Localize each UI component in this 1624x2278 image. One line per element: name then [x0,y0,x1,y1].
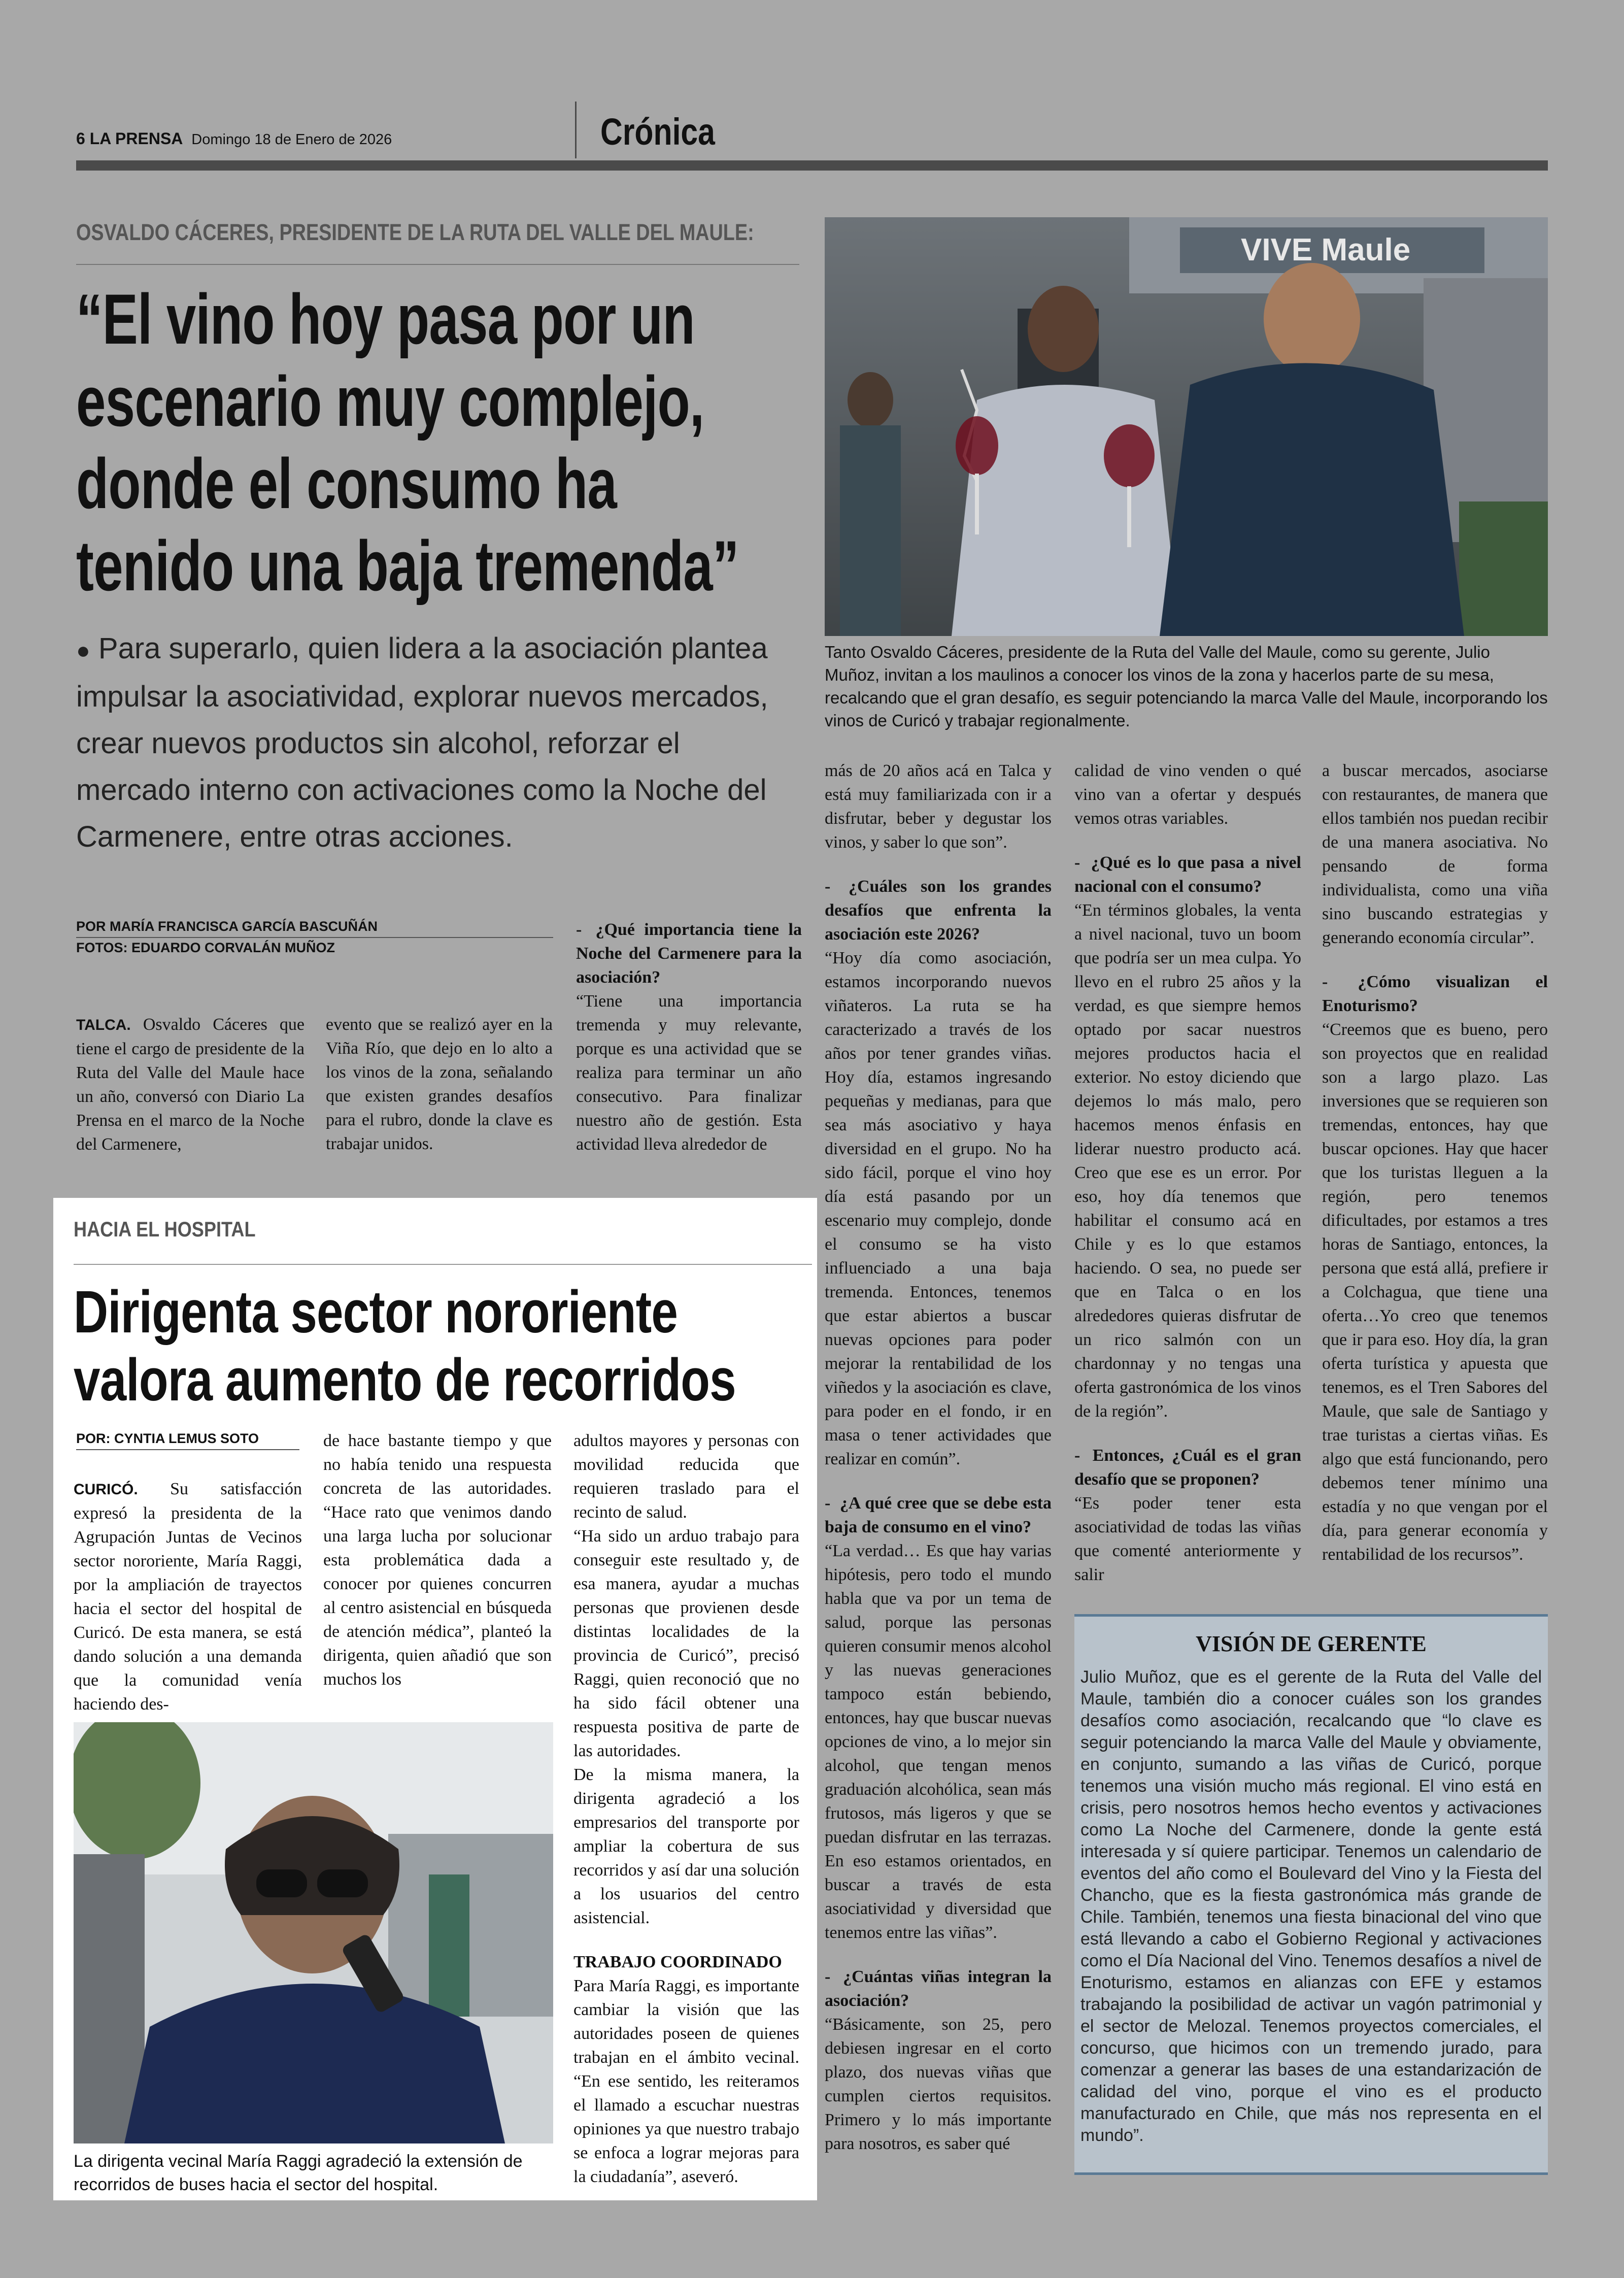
hospital-subhead: TRABAJO COORDINADO [573,1953,782,1971]
main-col-3: - ¿Qué importancia tiene la Noche del Carmenere para la asociación? “Tiene una importancia tremenda y muy relevante, porque es una actividad que se realiza para terminar un año consecutivo. Para finalizar nuestro año de gestión. Esta actividad lleva alrededor de [576,918,802,1156]
headline-line-2: escenario muy complejo, [76,361,704,441]
hospital-dateline: CURICÓ. [74,1481,138,1498]
question-5: ¿Qué es lo que pasa a nivel nacional con el consumo? [1074,853,1301,896]
hospital-headline-line-1: Dirigenta sector nororiente [74,1279,678,1346]
summary-line-3: crear nuevos productos sin alcohol, reforzar el [76,727,680,760]
summary-line-2: impulsar la asociatividad, explorar nuevos mercados, [76,680,768,713]
main-photo [825,217,1548,636]
dateline: TALCA. [76,1017,131,1033]
main-kicker: OSVALDO CÁCERES, PRESIDENTE DE LA RUTA DEL VALLE DEL MAULE: [76,219,754,245]
header-rule [76,160,1548,171]
hospital-col2-text: de hace bastante tiempo y que no había tenido una respuesta concreta de las autoridades. “Hace rato que venimos dando una larga lucha por solucionar esta problemática dada a conocer por quienes concurren al centro asistencial en búsqueda de atención médica”, planteó la dirigenta, quien añadió que son muchos los [323,1431,552,1689]
answer-6: “Es poder tener esta asociatividad de todas las viñas que comenté anteriormente y salir [1074,1494,1301,1584]
wine-toast-photo [825,217,1548,636]
answer-4-cont: calidad de vino venden o qué vino van a ofertar y después vemos otras variables. [1074,761,1301,828]
headline-line-3: donde el consumo ha [76,444,617,523]
manager-vision-box [1074,1614,1548,2175]
question-6: Entonces, ¿Cuál es el gran desafío que se proponen? [1074,1446,1302,1489]
answer-4: “Básicamente, son 25, pero debiesen ingresar en el corto plazo, dos nuevas viñas que cumplen ciertos requisitos. Primero y lo más importante para nosotros, es saber qué [825,2015,1052,2153]
hospital-col1-text: Su satisfacción expresó la presidenta de la Agrupación Juntas de Vecinos sector nororiente, María Raggi, por la ampliación de trayectos hacia el sector del hospital de Curicó. De esta manera, se está dando solución a una demanda que la comunidad venía haciendo des- [74,1480,302,1714]
hospital-kicker-rule [74,1264,812,1265]
sidebar-body: Julio Muñoz, que es el gerente de la Ruta del Valle del Maule, también dio a conocer cuáles son los grandes desafíos como asociación, recalcando que “lo clave es seguir potenciando la marca Valle del Maule y obviamente, en conjunto, sumando a las viñas de Curicó, porque tenemos una visión mucho más regional. El vino está en crisis, pero nosotros hemos hecho eventos y activaciones como La Noche del Carmenere, donde la gente está interesada y sí quiere participar. Tenemos un calendario de eventos del año como el Boulevard del Vino y la Fiesta del Chancho, que es la fiesta gastronómica más grande de Chile. También, tenemos una fiesta binacional del vino que está llevando a cabo el Gobierno Regional y activaciones como el Día Nacional del Vino. Tenemos desafíos a nivel de Enoturismo, estamos en alianzas con EFE y estamos trabajando la posibilidad de activar un vagón patrimonial y el sector de Melozal. Tenemos proyectos comerciales, el concurso, que hicimos con un tremendo jurado, para comenzar a generar las bases de una estandarización de calidad del vino, porque el vino es el producto manufacturado en Chile, que más nos representa en el mundo”. [1080,1667,1542,2145]
hospital-headline-line-2: valora aumento de recorridos [74,1347,736,1414]
answer-3: “La verdad… Es que hay varias hipótesis, pero todo el mundo habla que va por un tema de salud, porque las personas quieren consumir menos alcohol y las nuevas generaciones tampoco están bebiendo, entonces, hay que buscar nuevas opciones de vino, a lo mejor sin alcohol, que tengan menos graduación alcohólica, sean más frutosos, más ligeros y que se puedan disfrutar en las terrazas. En eso estamos orientados, en buscar a través de esta asociatividad y diversidad que tenemos entre las viñas”. [825,1542,1052,1942]
question-3: ¿A qué cree que se debe esta baja de consumo en el vino? [825,1494,1052,1536]
main-col-6: a buscar mercados, asociarse con restaurantes, de manera que ellos también nos puedan recibir de una manera asociativa. No pensando de forma individualista, como una viña sino buscando estrategias y generando economía circular”. - ¿Cómo visualizan el Enoturismo? “Creemos que es bueno, pero son proyectos que en realidad son a largo plazo. Las inversiones que se requieren son tremendas, entonces, hay que buscar opciones. Hay que hacer que los turistas lleguen a la región, pero tenemos dificultades, por estamos a tres horas de Santiago, entonces, la persona que está allá, prefiere ir a Colchagua, que tiene una oferta…Yo creo que tenemos que ir para eso. Hoy día, la gran oferta turística y apuesta que tenemos, es el Tren Sabores del Maule, que sale de Santiago y trae turistas a ciertas viñas. Es algo que está funcionando, pero debemos tener mínimo una estadía y no que vengan por el día, para generar economía y rentabilidad de los recursos”. [1322,759,1548,1566]
hospital-col-1 [74,1477,302,1716]
headline-line-1: “El vino hoy pasa por un [76,279,695,359]
byline-author: POR MARÍA FRANCISCA GARCÍA BASCUÑÁN [76,917,553,938]
hospital-headline [74,1278,796,1414]
issue-date: Domingo 18 de Enero de 2026 [191,131,392,148]
question-1: ¿Qué importancia tiene la Noche del Carmenere para la asociación? [576,920,802,987]
main-col1-text: Osvaldo Cáceres que tiene el cargo de presidente de la Ruta del Valle del Maule hace un año, conversó con Diario La Prensa en el marco de la Noche del Carmenere, [76,1015,304,1154]
section-title: Crónica [600,111,715,153]
main-col2-text: evento que se realizó ayer en la Viña Río, que dejo en lo alto a los vinos de la zona, señalando que existen grandes desafíos para el rubro, donde la clave es trabajar unidos. [326,1015,553,1153]
summary-line-4: mercado interno con activaciones como la Noche del [76,774,767,807]
photo-banner-text: VIVE Maule [1241,232,1411,267]
hospital-photo [74,1722,553,2143]
page-number: 6 [76,129,85,148]
byline-photos: FOTOS: EDUARDO CORVALÁN MUÑOZ [76,940,335,955]
summary-line-1: Para superarlo, quien lidera a la asociación plantea [98,632,768,665]
header-divider [575,102,577,158]
hospital-col-2 [323,1429,552,1691]
main-col-4: más de 20 años acá en Talca y está muy familiarizada con ir a disfrutar, beber y degustar los vinos, y saber lo que son”. - ¿Cuáles son los grandes desafíos que enfrenta la asociación este 2026? “Hoy día como asociación, estamos incorporando nuevos viñateros. La ruta se ha caracterizado a través de los años por tener grandes viñas. Hoy día, estamos ingresando pequeñas y medianas, para que sea más asociativo y haya diversidad en el grupo. No ha sido fácil, porque el vino hoy día está pasando por un escenario muy complejo, donde el consumo se ha visto influenciado a una baja tremenda. Entonces, tenemos que estar abiertos a buscar nuevas opciones para poder mejorar la rentabilidad de los viñedos y la asociación es clave, para poder en el fondo, ir en masa o tener actividades que realizar en común”. - ¿A qué cree que se debe esta baja de consumo en el vino? “La verdad… Es que hay varias hipótesis, pero todo el mundo habla que va por un tema de salud, porque las personas quieren consumir menos alcohol y las nuevas generaciones tampoco están bebiendo, entonces, hay que buscar nuevas opciones de vino, a lo mejor sin alcohol, que tengan menos graduación alcohólica, sean más frutosos, más ligeros y que se puedan disfrutar en las terrazas. En eso estamos orientados, en buscar a través de esta asociatividad y diversidad que tenemos entre las viñas”. - ¿Cuántas viñas integran la asociación? “Básicamente, son 25, pero debiesen ingresar en el corto plazo, dos nuevas viñas que cumplen ciertos requisitos. Primero y lo más importante para nosotros, es saber qué [825,759,1052,2156]
main-summary [76,625,807,860]
answer-5: “En términos globales, la venta a nivel nacional, tuvo un boom que podría ser un mea culpa. Yo llevo en el rubro 25 años y la verdad, es que siempre hemos optado por sacar nuestros mejores productos hacia el exterior. No estoy diciendo que dejemos lo más malo, pero hacemos menos énfasis en liderar nuestro producto acá. Creo que ese es un error. Por eso, hoy día tenemos que habilitar el consumo acá en Chile y es lo que estamos haciendo. O sea, no puede ser que en Talca o en los alrededores quieras disfrutar de un rico salmón con un chardonnay y no tengas una oferta gastronómica de los vinos de la región”. [1074,901,1301,1421]
summary-line-5: Carmenere, entre otras acciones. [76,820,513,853]
hospital-col3-p1: adultos mayores y personas con movilidad reducida que requieren traslado para el recinto de salud. [573,1431,799,1522]
answer-7: “Creemos que es bueno, pero son proyectos que en realidad son a largo plazo. Las inversiones que se requieren son tremendas, entonces, hay que buscar opciones. Hay que hacer que los turistas lleguen a la región, pero tenemos dificultades, por estamos a tres horas de Santiago, entonces, la persona que está allá, prefiere ir a Colchagua, que tiene una oferta…Yo creo que tenemos que ir para eso. Hoy día, la gran oferta turística y apuesta que tenemos, es el Tren Sabores del Maule, que sale de Santiago y trae turistas a ciertas viñas. Es algo que está funcionando, pero debemos tener mínimo una estadía y no que vengan por el día, para generar economía y rentabilidad de los recursos”. [1322,1020,1548,1564]
kicker-rule [76,264,799,265]
answer-1-cont: más de 20 años acá en Talca y está muy familiarizada con ir a disfrutar, beber y degustar los vinos, y saber lo que son”. [825,761,1052,852]
page-header [76,126,584,151]
headline-line-4: tenido una baja tremenda” [76,526,739,606]
hospital-byline: POR: CYNTIA LEMUS SOTO [76,1429,299,1450]
main-col-2 [326,1013,553,1156]
main-col-5: calidad de vino venden o qué vino van a ofertar y después vemos otras variables. - ¿Qué es lo que pasa a nivel nacional con el consumo? “En términos globales, la venta a nivel nacional, tuvo un boom que podría ser un mea culpa. Yo llevo en el rubro 25 años y la verdad, es que siempre hemos optado por sacar nuestros mejores productos hacia el exterior. No estoy diciendo que dejemos lo más malo, pero hacemos menos énfasis en liderar nuestro producto acá. Creo que ese es un error. Por eso, hoy día tenemos que habilitar el consumo acá en Chile y es lo que estamos haciendo. O sea, no puede ser que en Talca o en los alrededores quieras disfrutar de un rico salmón con un chardonnay y no tengas una oferta gastronómica de los vinos de la región”. - Entonces, ¿Cuál es el gran desafío que se proponen? “Es poder tener esta asociatividad de todas las viñas que comenté anteriormente y salir [1074,759,1301,1587]
bullet-icon: ● [76,637,90,663]
hospital-col-3 [573,1429,799,2189]
hospital-photo-caption: La dirigenta vecinal María Raggi agradeció la extensión de recorridos de buses hacia el sector del hospital. [74,2152,523,2194]
answer-2: “Hoy día como asociación, estamos incorporando nuevos viñateros. La ruta se ha caracterizado a través de los años por tener grandes viñas. Hoy día, estamos ingresando pequeñas y medianas, para que sea más asociativo y haya diversidad en el grupo. No ha sido fácil, porque el vino hoy día está pasando por un escenario muy complejo, donde el consumo se ha visto influenciado a una baja tremenda. Entonces, tenemos que estar abiertos a buscar nuevas opciones para poder mejorar la rentabilidad de los viñedos y la asociación es clave, para poder en el fondo, ir en masa o tener actividades que realizar en común”. [825,949,1052,1468]
hospital-col3-p3: De la misma manera, la dirigenta agradeció a los empresarios del transporte por ampliar la cobertura de sus recorridos y así dar una solución a los usuarios del centro asistencial. [573,1765,799,1927]
hospital-col3-p2: “Ha sido un arduo trabajo para conseguir este resultado y, de esa manera, ayudar a muchas personas que provienen desde distintas localidades de la provincia de Curicó”, precisó Raggi, quien reconoció que no ha sido fácil obtener una respuesta positiva de parte de las autoridades. [573,1527,799,1760]
answer-1: “Tiene una importancia tremenda y muy relevante, porque es una actividad que se realiza para terminar un año consecutivo. Para finalizar nuestro año de gestión. Esta actividad lleva alrededor de [576,992,802,1154]
sidebar-title: VISIÓN DE GERENTE [1196,1631,1427,1656]
paper-name: LA PRENSA [89,129,183,148]
main-col-1 [76,1013,304,1156]
hospital-col3-p4: Para María Raggi, es importante cambiar la visión que las autoridades poseen de quienes trabajan en el ámbito vecinal. “En ese sentido, les reiteramos el llamado a escuchar nuestras opiniones ya que nuestro trabajo se enfoca a lograr mejoras para la ciudadanía”, aseveró. [573,1976,799,2186]
answer-6-cont: a buscar mercados, asociarse con restaurantes, de manera que ellos también nos puedan recibir de una manera asociativa. No pensando de forma individualista, como una viña sino buscando estrategias y generando economía circular”. [1322,761,1548,947]
hospital-kicker: HACIA EL HOSPITAL [74,1217,256,1241]
leader-photo [74,1722,553,2143]
main-headline [76,278,799,607]
main-byline [76,917,553,957]
main-photo-caption: Tanto Osvaldo Cáceres, presidente de la Ruta del Valle del Maule, como su gerente, Julio Muñoz, invitan a los maulinos a conocer los vinos de la zona y hacerlos parte de su mesa, recalcando que el gran desafío, es seguir potenciando la marca Valle del Maule, incorporando los vinos de Curicó y trabajar regionalmente. [825,643,1548,730]
question-4: ¿Cuántas viñas integran la asociación? [825,1967,1052,2010]
hospital-article-box [53,1198,817,2200]
question-2: ¿Cuáles son los grandes desafíos que enfrenta la asociación este 2026? [825,877,1052,944]
question-7: ¿Cómo visualizan el Enoturismo? [1322,973,1548,1015]
